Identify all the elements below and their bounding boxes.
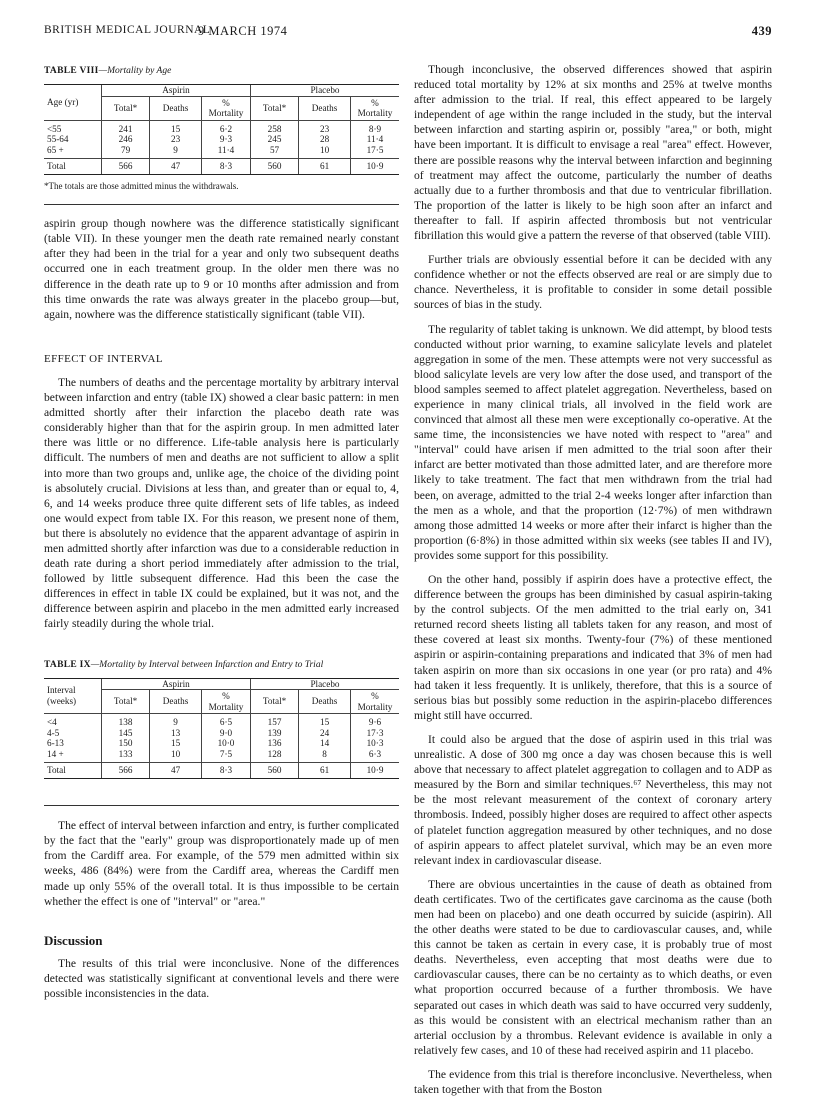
table-viii bbox=[44, 64, 399, 194]
placebo-group-header: Placebo bbox=[250, 85, 399, 97]
interval-header: Interval (weeks) bbox=[44, 678, 102, 714]
divider bbox=[44, 805, 399, 806]
section-heading: EFFECT OF INTERVAL bbox=[44, 352, 163, 365]
table-total-row: Total 566 47 8·3 560 61 10·9 bbox=[44, 763, 399, 779]
table-ix bbox=[44, 658, 399, 780]
journal-name: BRITISH MEDICAL JOURNAL bbox=[44, 24, 211, 36]
page-number: 439 bbox=[751, 24, 772, 38]
placebo-group-header: Placebo bbox=[250, 678, 399, 690]
discussion-heading: Discussion bbox=[44, 932, 103, 948]
table-ix-grid bbox=[44, 678, 399, 780]
table-ix-caption: TABLE IX—Mortality by Interval between Infarction and Entry to Trial bbox=[44, 659, 324, 670]
aspirin-group-header: Aspirin bbox=[102, 678, 251, 690]
left-column bbox=[44, 64, 399, 1001]
col-total: Total* bbox=[102, 690, 150, 714]
col-mortality: % Mortality bbox=[201, 96, 250, 120]
col-mortality: % Mortality bbox=[351, 690, 400, 714]
col-mortality: % Mortality bbox=[201, 690, 250, 714]
paragraph: The regularity of tablet taking is unknown. We did attempt, by blood tests conducted without prior warning, to examine salicylate levels and platelet aggregation in some of the men. These attempts were not very successful as blood salicylate levels are very low after the dose used, and transport of the blood samples seemed to affect platelet aggregation. Nevertheless, based on experience in many clinical trials, all involved in the field work are convinced that almost all these men were exceptionally co-operative. At the same time, the inconsistencies we have noted with respect to "area" and "interval" could have arisen if men admitted to the trial soon after their infarct are better motivated than those admitted later, and are therefore more likely to take treatment. The fact that men withdrawn from the trial had been, on average, admitted to the trial 2-4 weeks longer after infarction than the men as a whole, and that the proportion (12·7%) of men withdrawn among those admitted 14 weeks or more after their infarct is higher than the proportion (6·8%) in those admitted within six weeks (see tables II and IV), provides some support for this possibility. bbox=[414, 322, 772, 562]
col-total: Total* bbox=[250, 96, 298, 120]
paragraph: On the other hand, possibly if aspirin does have a protective effect, the difference between the groups has been diminished by casual aspirin-taking by the control subjects. Of the men admitted to the trial early on, 341 returned record sheets listing all tablets taken for any reason, and most of these covered at least six months. Twenty-four (7%) of these mentioned aspirin or aspirin-containing preparations and indicated that 3% of men had taken aspirin on more than six occasions in one year (or pro rata) and 4% had taken it less frequently. It is unlikely, therefore, that this is a source of serious bias but possibly some reduction in the aspirin-placebo differences might still have occurred. bbox=[414, 573, 772, 722]
paragraph: Though inconclusive, the observed differences showed that aspirin reduced total mortality by 12% at six months and 25% at twelve months after admission to the trial. If real, this effect appeared to be largely independent of age within the range included in the study, but the interval between infarction and starting aspirin or, possibly "area," or both, might have been important. It is difficult to envisage a real "area" effect. However, there are possible reasons why the interval between infarction and beginning of treatment may affect the outcome, particularly the number of deaths actually due to a further thrombosis and that due to ventricular fibrillation. The proportion of the latter is likely to be high soon after an infarct and thereafter to fall. If aspirin affected thrombosis but not ventricular fibrillation this would give a pattern the reverse of that observed (table VIII). bbox=[414, 63, 772, 243]
running-header bbox=[44, 24, 772, 42]
col-deaths: Deaths bbox=[150, 96, 202, 120]
col-deaths: Deaths bbox=[299, 96, 351, 120]
col-total: Total* bbox=[250, 690, 298, 714]
table-viii-caption: TABLE VIII—Mortality by Age bbox=[44, 66, 172, 76]
paragraph: It could also be argued that the dose of aspirin used in this trial was unrealistic. A dose of 300 mg once a day was chosen because this is well above that necessary to affect platelet aggregation to collagen and to ADP as measured by the Born and similar techniques.⁶⁷ Nevertheless, this may not be the most relevant measurement of the context of coronary artery thrombosis. Indeed, possibly higher doses are required to affect other aspects of platelet function aggregation measured by other techniques, and no dose of aspirin appears to affect platelet survival, which may be an even more relevant index in cardiovascular disease. bbox=[414, 732, 772, 867]
col-mortality: % Mortality bbox=[351, 96, 400, 120]
right-column bbox=[414, 62, 772, 1097]
aspirin-group-header: Aspirin bbox=[102, 85, 251, 97]
paragraph: There are obvious uncertainties in the cause of death as obtained from death certificates. Two of the certificates gave carcinoma as the cause (both men had been on placebo) and one death occurred by suicide (aspirin). All the other deaths were stated to be due to cardiovascular causes, and, while this cannot be taken as certain in every case, it is probably true of most deaths. Nevertheless, even accepting that most deaths were due to cardiovascular causes, there can be no certainty as to which deaths, or even what proportion occurred because of a further thrombosis. We have separated out cases in which death was said to have occurred very suddenly, as this would be consistent with an electrical mechanism rather than an arterial occlusion by a thrombus. Relevant evidence is available in only a relatively few cases, and 10 of these had received aspirin and 11 placebo. bbox=[414, 877, 772, 1057]
col-deaths: Deaths bbox=[150, 690, 202, 714]
paragraph: The results of this trial were inconclusive. None of the differences detected was statistically significant at conventional levels and there were possible inconsistencies in the data. bbox=[44, 956, 399, 1000]
age-header: Age (yr) bbox=[44, 85, 102, 121]
issue-date: 9 MARCH 1974 bbox=[198, 24, 288, 38]
paragraph: The evidence from this trial is therefore inconclusive. Nevertheless, when taken together with that from the Boston bbox=[414, 1067, 772, 1096]
divider bbox=[44, 204, 399, 205]
paragraph: aspirin group though nowhere was the difference statistically significant (table VII). In these younger men the death rate remained nearly constant after they had been in the trial for a year and only two subsequent deaths occurred one in each treatment group. In the older men there was no difference in the death rate up to 9 or 10 months after admission and from this time onwards the rate was always greater in the placebo group—but, again, nowhere was the difference statistically significant (table VII). bbox=[44, 217, 399, 321]
table-row: <4 4-5 6-13 14 + 138 145 150 133 9 13 15 10 6·5 9·0 10·0 7·5 157 139 136 128 15 24 14 8 9·6 17·3 10·3 6·3 bbox=[44, 714, 399, 763]
col-total: Total* bbox=[102, 96, 150, 120]
table-total-row: Total 566 47 8·3 560 61 10·9 bbox=[44, 159, 399, 175]
table-viii-grid bbox=[44, 84, 399, 175]
paragraph: The effect of interval between infarction and entry, is further complicated by the fact that the "early" group was disproportionately made up of men from the Cardiff area. For example, of the 579 men admitted within six weeks, 486 (84%) were from the Cardiff area, whereas the Cardiff men made up only 55% of the overall total. It is thus impossible to be certain whether the effect is one of "interval" or "area." bbox=[44, 819, 399, 908]
col-deaths: Deaths bbox=[299, 690, 351, 714]
paragraph: Further trials are obviously essential before it can be decided with any confidence whether or not the effects observed are real or are simply due to chance. Nevertheless, it is profitable to consider in some detail possible sources of bias in the study. bbox=[414, 253, 772, 312]
table-row: <55 55-64 65 + 241 246 79 15 23 9 6·2 9·3 11·4 258 245 57 23 28 10 8·9 11·4 17·5 bbox=[44, 120, 399, 159]
table-viii-footnote: *The totals are those admitted minus the withdrawals. bbox=[44, 181, 239, 192]
paragraph: The numbers of deaths and the percentage mortality by arbitrary interval between infarction and entry (table IX) showed a clear basic pattern: in men admitted shortly after their infarction the placebo death rate was considerably higher than that for the aspirin group. In men admitted later there was little or no difference. Life-table analysis here is particularly difficult. The numbers of men and deaths are not sufficient to allow a split into more than two groups and, unlike age, the choice of the dividing point is absolutely crucial. Divisions at less than, and greater than or equal to, 4, 6, and 14 weeks produce three quite different sets of life tables, as indeed one would expect from table IX. For this reason, we present none of them, but there is absolutely no evidence that the apparent advantage of aspirin in men admitted shortly after infarction was due to a considerable reduction in death rate during a short period immediately after admission to the trial, followed by little subsequent difference. Had this been the case the differences in effect in table IX could be explained, but it was not, and the difference between aspirin and placebo in the men admitted early increased fairly steadily during the whole trial. bbox=[44, 375, 399, 631]
